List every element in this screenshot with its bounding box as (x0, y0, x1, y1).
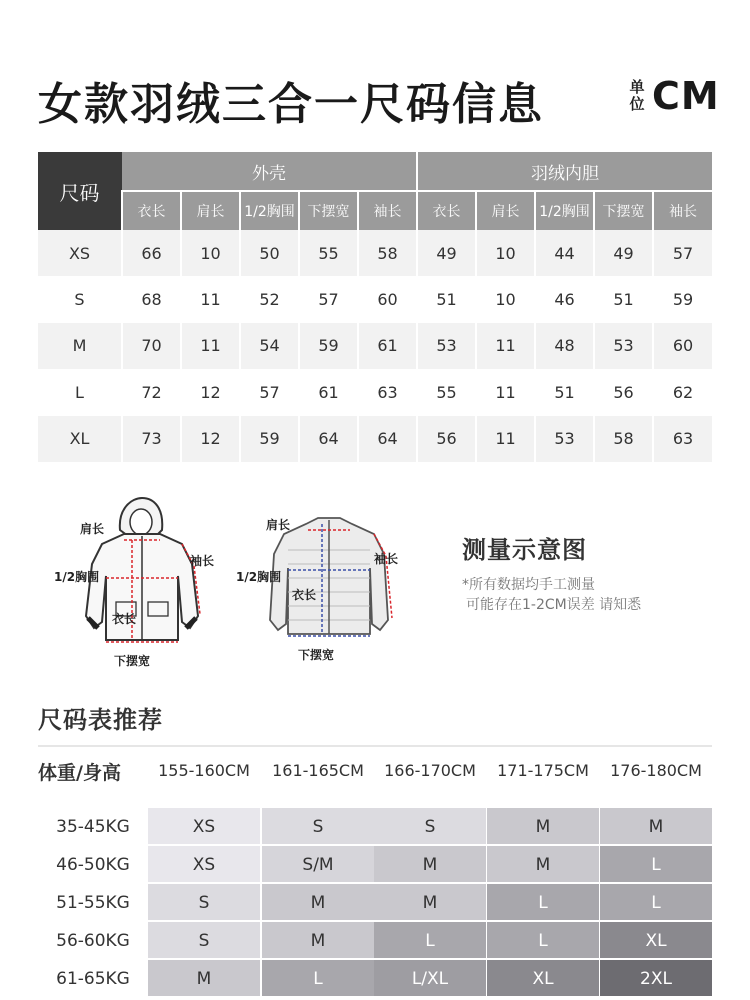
measurement-cell: 54 (240, 323, 299, 369)
recommended-size-cell: M (374, 884, 486, 920)
label-shoulder: 肩长 (266, 518, 291, 532)
measurement-cell: 62 (653, 369, 712, 415)
height-column: 171-175CM (497, 761, 589, 780)
height-column: 176-180CM (610, 761, 702, 780)
measurement-cell: 44 (535, 230, 594, 276)
recommend-title: 尺码表推荐 (38, 706, 163, 734)
unit-small-label: 单位 (629, 78, 645, 113)
measurement-cell: 58 (358, 230, 417, 276)
measurement-cell: 52 (240, 276, 299, 322)
recommended-size-cell: XL (487, 960, 599, 996)
recommended-size-cell: XS (148, 808, 260, 844)
recommended-size-cell: M (487, 846, 599, 882)
measurement-cell: 55 (417, 369, 476, 415)
measurement-cell: 56 (417, 416, 476, 462)
recommended-size-cell: L (374, 922, 486, 958)
recommend-row (38, 884, 712, 922)
recommended-size-cell: M (262, 922, 374, 958)
measurement-cell: 57 (299, 276, 358, 322)
measurement-cell: 48 (535, 323, 594, 369)
recommended-size-cell: S (148, 884, 260, 920)
label-sleeve: 袖长 (190, 554, 215, 568)
sub-header: 衣长 (122, 191, 181, 230)
sub-header: 1/2胸围 (240, 191, 299, 230)
measurement-cell: 11 (181, 323, 240, 369)
measurement-cell: 57 (240, 369, 299, 415)
recommended-size-cell: L (487, 922, 599, 958)
measure-note (462, 575, 641, 615)
recommend-row (38, 808, 712, 846)
sub-header: 袖长 (358, 191, 417, 230)
measurement-cell: 12 (181, 416, 240, 462)
measurement-cell: 72 (122, 369, 181, 415)
measurement-cell: 11 (181, 276, 240, 322)
recommend-row (38, 960, 712, 998)
height-column: 166-170CM (384, 761, 476, 780)
measure-note-line-2: 可能存在1-2CM误差 请知悉 (466, 597, 642, 613)
recommended-size-cell: L (600, 884, 712, 920)
recommend-row (38, 922, 712, 960)
size-table (38, 152, 712, 462)
label-hem: 下摆宽 (114, 654, 151, 668)
measurement-cell: 51 (594, 276, 653, 322)
measurement-cell: 11 (476, 323, 535, 369)
group-header-liner: 羽绒内胆 (417, 152, 712, 191)
table-row (38, 323, 712, 369)
measurement-cell: 63 (653, 416, 712, 462)
label-shoulder: 肩长 (80, 522, 105, 536)
recommended-size-cell: L (600, 846, 712, 882)
measurement-cell: 60 (653, 323, 712, 369)
weight-label: 35-45KG (56, 817, 130, 837)
unit-big-label: CM (652, 74, 720, 118)
measurement-cell: 66 (122, 230, 181, 276)
sub-header: 肩长 (181, 191, 240, 230)
measurement-cell: 59 (299, 323, 358, 369)
sub-header: 袖长 (653, 191, 712, 230)
sub-header: 1/2胸围 (535, 191, 594, 230)
measurement-cell: 12 (181, 369, 240, 415)
measurement-cell: 64 (299, 416, 358, 462)
label-hem: 下摆宽 (298, 648, 335, 662)
measurement-cell: 11 (476, 369, 535, 415)
recommended-size-cell: M (374, 846, 486, 882)
recommended-size-cell: XL (600, 922, 712, 958)
measurement-cell: 59 (240, 416, 299, 462)
recommended-size-cell: M (262, 884, 374, 920)
recommend-row (38, 846, 712, 884)
measurement-cell: 63 (358, 369, 417, 415)
measurement-cell: 53 (594, 323, 653, 369)
measure-title: 测量示意图 (462, 536, 587, 564)
measurement-cell: 11 (476, 416, 535, 462)
measure-note-line-1: *所有数据均手工测量 (462, 577, 595, 593)
size-table-body (38, 230, 712, 462)
measurement-cell: 70 (122, 323, 181, 369)
measurement-cell: 46 (535, 276, 594, 322)
weight-label: 61-65KG (56, 969, 130, 989)
recommended-size-cell: 2XL (600, 960, 712, 996)
weight-label: 46-50KG (56, 855, 130, 875)
label-length: 衣长 (112, 612, 137, 626)
measurement-cell: 61 (358, 323, 417, 369)
table-row (38, 369, 712, 415)
table-row (38, 276, 712, 322)
recommended-size-cell: S (262, 808, 374, 844)
recommend-divider (38, 745, 712, 747)
recommended-size-cell: M (148, 960, 260, 996)
recommended-size-cell: XS (148, 846, 260, 882)
unit-indicator (628, 74, 720, 118)
measurement-cell: 58 (594, 416, 653, 462)
measurement-cell: 57 (653, 230, 712, 276)
height-column: 161-165CM (272, 761, 364, 780)
recommended-size-cell: S/M (262, 846, 374, 882)
size-label-cell: L (38, 369, 122, 415)
height-column: 155-160CM (158, 761, 250, 780)
measurement-cell: 53 (417, 323, 476, 369)
recommend-grid (38, 808, 712, 998)
measurement-cell: 56 (594, 369, 653, 415)
measurement-cell: 55 (299, 230, 358, 276)
measurement-cell: 64 (358, 416, 417, 462)
recommended-size-cell: M (600, 808, 712, 844)
measurement-cell: 10 (476, 276, 535, 322)
recommended-size-cell: L (487, 884, 599, 920)
weight-label: 56-60KG (56, 931, 130, 951)
sub-header: 肩长 (476, 191, 535, 230)
measurement-cell: 60 (358, 276, 417, 322)
measurement-cell: 59 (653, 276, 712, 322)
measurement-cell: 61 (299, 369, 358, 415)
sub-header: 衣长 (417, 191, 476, 230)
recommended-size-cell: L/XL (374, 960, 486, 996)
measurement-cell: 68 (122, 276, 181, 322)
size-label-cell: XL (38, 416, 122, 462)
sub-header: 下摆宽 (299, 191, 358, 230)
recommended-size-cell: L (262, 960, 374, 996)
sub-header: 下摆宽 (594, 191, 653, 230)
label-chest: 1/2胸围 (54, 570, 100, 584)
measurement-cell: 49 (417, 230, 476, 276)
measurement-cell: 51 (535, 369, 594, 415)
page-title: 女款羽绒三合一尺码信息 (38, 79, 544, 130)
measurement-cell: 49 (594, 230, 653, 276)
recommended-size-cell: M (487, 808, 599, 844)
liner-jacket-diagram (234, 510, 434, 670)
measurement-cell: 50 (240, 230, 299, 276)
measurement-cell: 51 (417, 276, 476, 322)
size-column-header: 尺码 (38, 152, 122, 230)
size-label-cell: S (38, 276, 122, 322)
weight-label: 51-55KG (56, 893, 130, 913)
label-sleeve: 袖长 (374, 552, 399, 566)
label-length: 衣长 (292, 588, 317, 602)
group-header-shell: 外壳 (122, 152, 417, 191)
measurement-cell: 53 (535, 416, 594, 462)
size-label-cell: M (38, 323, 122, 369)
table-row (38, 230, 712, 276)
label-chest: 1/2胸围 (236, 570, 282, 584)
recommend-header (38, 755, 712, 787)
recommended-size-cell: S (148, 922, 260, 958)
shell-jacket-diagram (40, 490, 240, 680)
size-label-cell: XS (38, 230, 122, 276)
recommend-header-label: 体重/身高 (38, 762, 121, 784)
recommended-size-cell: S (374, 808, 486, 844)
measurement-cell: 10 (181, 230, 240, 276)
table-row (38, 416, 712, 462)
measurement-cell: 73 (122, 416, 181, 462)
measurement-cell: 10 (476, 230, 535, 276)
